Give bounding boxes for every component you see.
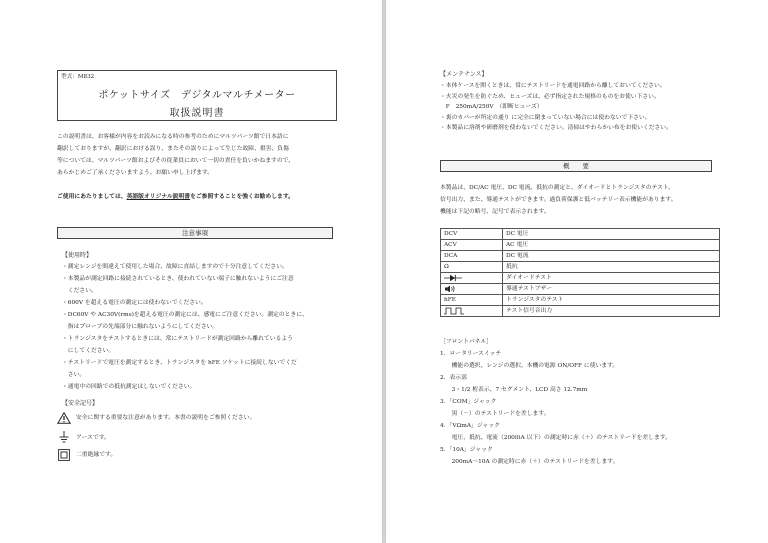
table-row <box>441 240 720 251</box>
front-panel-list <box>440 348 671 468</box>
function-code: DCV <box>441 229 503 240</box>
table-row <box>441 306 720 317</box>
usage-line: ・トランジスタをテストするときには、常にテストリードが測定回路から離れているよう <box>62 336 293 342</box>
maintenance-heading: 【メンテナンス】 <box>440 71 488 78</box>
table-row <box>441 262 720 273</box>
maintenance-line: ・本製品に溶剤や研磨剤を使わないでください。清掃はやわらかい布をお使いください。 <box>440 125 672 131</box>
notice-post: をご参照することを強くお勧めします。 <box>190 194 294 200</box>
front-panel-line: 200mA～10A の測定時に赤（＋）のテストリードを差します。 <box>440 459 619 465</box>
front-panel-line: 黒（－）のテストリードを差します。 <box>440 411 550 417</box>
model-label: 型式：M832 <box>61 74 95 80</box>
front-panel-line: 3・1/2 桁表示、7 セグメント、LCD 高さ 12.7mm <box>440 387 588 393</box>
intro-line: この説明書は、お客様が内容をお読みになる時の参考のためにマルツパーツ館で日本語に <box>57 134 289 140</box>
overview-line: 本製品は、DC/AC 電圧、DC 電流、抵抗の測定と、ダイオードとトランジスタのテスト、 <box>440 185 674 191</box>
usage-line: ・本製品が測定回路に接続されているとき、使われていない端子に触れないようにご注意 <box>62 276 294 282</box>
table-row <box>441 273 720 284</box>
function-desc: ダイオードテスト <box>503 273 720 284</box>
function-desc: トランジスタのテスト <box>503 295 720 306</box>
maintenance-line: ・本体ケースを開くときは、常にテストリードを通電回路から離しておいてください。 <box>440 83 666 89</box>
function-desc: AC 電圧 <box>503 240 720 251</box>
function-desc: DC 電圧 <box>503 229 720 240</box>
usage-heading: 【使用時】 <box>62 252 93 259</box>
function-symbol-cell <box>441 273 503 284</box>
intro-line: 翻訳しておりますが、翻訳における誤り、またその誤りによって生じた故障、損害、負傷 <box>57 146 289 152</box>
function-code: DCA <box>441 251 503 262</box>
title-box <box>57 70 337 121</box>
usage-line: ・通電中の回路での抵抗測定はしないでください。 <box>62 384 196 390</box>
function-desc: 抵抗 <box>503 262 720 273</box>
overview-line: 信号出力、また、導通テストができます。過負荷保護と低バッテリー表示機能があります。 <box>440 197 677 203</box>
front-panel-line: 1．ロータリースイッチ <box>440 351 502 357</box>
document-title: ポケットサイズ デジタルマルチメーター <box>98 90 296 101</box>
maintenance-line: ・裏のカバーが所定の通り に完全に閉まっていない場合には使わないで下さい。 <box>440 114 651 121</box>
function-code: Ω <box>441 262 503 273</box>
square-wave-icon <box>444 307 464 315</box>
function-desc: DC 電流 <box>503 251 720 262</box>
caution-section-title: 注意事項 <box>57 227 333 239</box>
usage-line: ・DC60V や AC30V(rms)を超える電圧の測定には、感電にご注意ください。測定のときに、 <box>62 312 308 318</box>
usage-line: ・テストリードで電圧を測定するとき、トランジスタを hFE ソケットに接続しないでくだ <box>62 360 297 366</box>
usage-line: 指はプローブの先端部分に触れないようにしてください。 <box>62 324 219 330</box>
function-symbol-cell <box>441 284 503 295</box>
left-page <box>0 0 382 543</box>
function-table <box>440 228 720 317</box>
safety-item-text: アースです。 <box>76 435 110 441</box>
overview-paragraph <box>440 182 677 218</box>
double-insulation-icon <box>58 449 70 461</box>
function-symbol-cell <box>441 306 503 317</box>
function-desc: 導通テストブザー <box>503 284 720 295</box>
maintenance-line: F 250mA/250V （即断ヒューズ） <box>440 104 543 110</box>
usage-line: にしてください。 <box>62 348 115 354</box>
overview-section-title: 概 要 <box>440 160 712 172</box>
overview-line: 機能は下記の略号、記号で表示されます。 <box>440 209 550 215</box>
intro-line: あらかじめご了承くださいますよう、お願い申し上げます。 <box>57 170 214 176</box>
maintenance-line: ・火災の発生を防ぐため、ヒューズは、必ず指定された規格のものをお使い下さい。 <box>440 93 660 100</box>
usage-line: ・600V を超える電圧の測定には使わないでください。 <box>62 300 207 306</box>
usage-line: ください。 <box>62 288 97 294</box>
front-panel-line: 電圧、抵抗、電流（200ｍA 以下）の測定時に赤（＋）のテストリードを差します。 <box>440 435 671 441</box>
buzzer-icon <box>444 285 456 293</box>
front-panel-heading: ［フロントパネル］ <box>440 339 493 345</box>
table-row <box>441 229 720 240</box>
table-row <box>441 295 720 306</box>
warning-triangle-icon <box>57 412 71 424</box>
english-manual-notice <box>57 191 294 203</box>
usage-line: さい。 <box>62 372 86 378</box>
notice-pre: ご使用にあたりましては、 <box>57 194 127 200</box>
usage-line: ・測定レンジを間違えて使用した場合、故障に直結しますので十分注意してください。 <box>62 264 288 270</box>
front-panel-line: 3．「COM」ジャック <box>440 399 497 405</box>
ground-icon <box>59 431 69 443</box>
front-panel-line: 2．表示部 <box>440 375 467 381</box>
safety-item-text: 二重絶縁です。 <box>76 452 117 458</box>
front-panel-line: 5．「10A」ジャック <box>440 447 493 453</box>
english-manual-link[interactable]: 英語版オリジナル説明書 <box>126 194 191 200</box>
document-subtitle: 取扱説明書 <box>169 108 225 119</box>
table-row <box>441 251 720 262</box>
function-code: ACV <box>441 240 503 251</box>
table-row <box>441 284 720 295</box>
right-page <box>386 0 768 543</box>
function-desc: テスト信号音出力 <box>503 306 720 317</box>
front-panel-line: 4．「VΩmA」ジャック <box>440 423 500 429</box>
usage-list <box>62 261 308 393</box>
safety-heading: 【安全記号】 <box>62 400 99 407</box>
function-code: hFE <box>441 295 503 306</box>
front-panel-line: 機能の選択、レンジの選択、本機の電源 ON/OFF に使います。 <box>440 363 619 369</box>
maintenance-list <box>440 81 672 134</box>
intro-paragraph <box>57 131 294 179</box>
safety-item-text: 安全に関する重要な注意があります。本書の説明をご参照ください。 <box>76 415 256 421</box>
intro-line: 等については、マルツパーツ館およびその従業員において一切の責任を負いかねますので、 <box>57 158 295 164</box>
diode-icon <box>444 274 462 282</box>
